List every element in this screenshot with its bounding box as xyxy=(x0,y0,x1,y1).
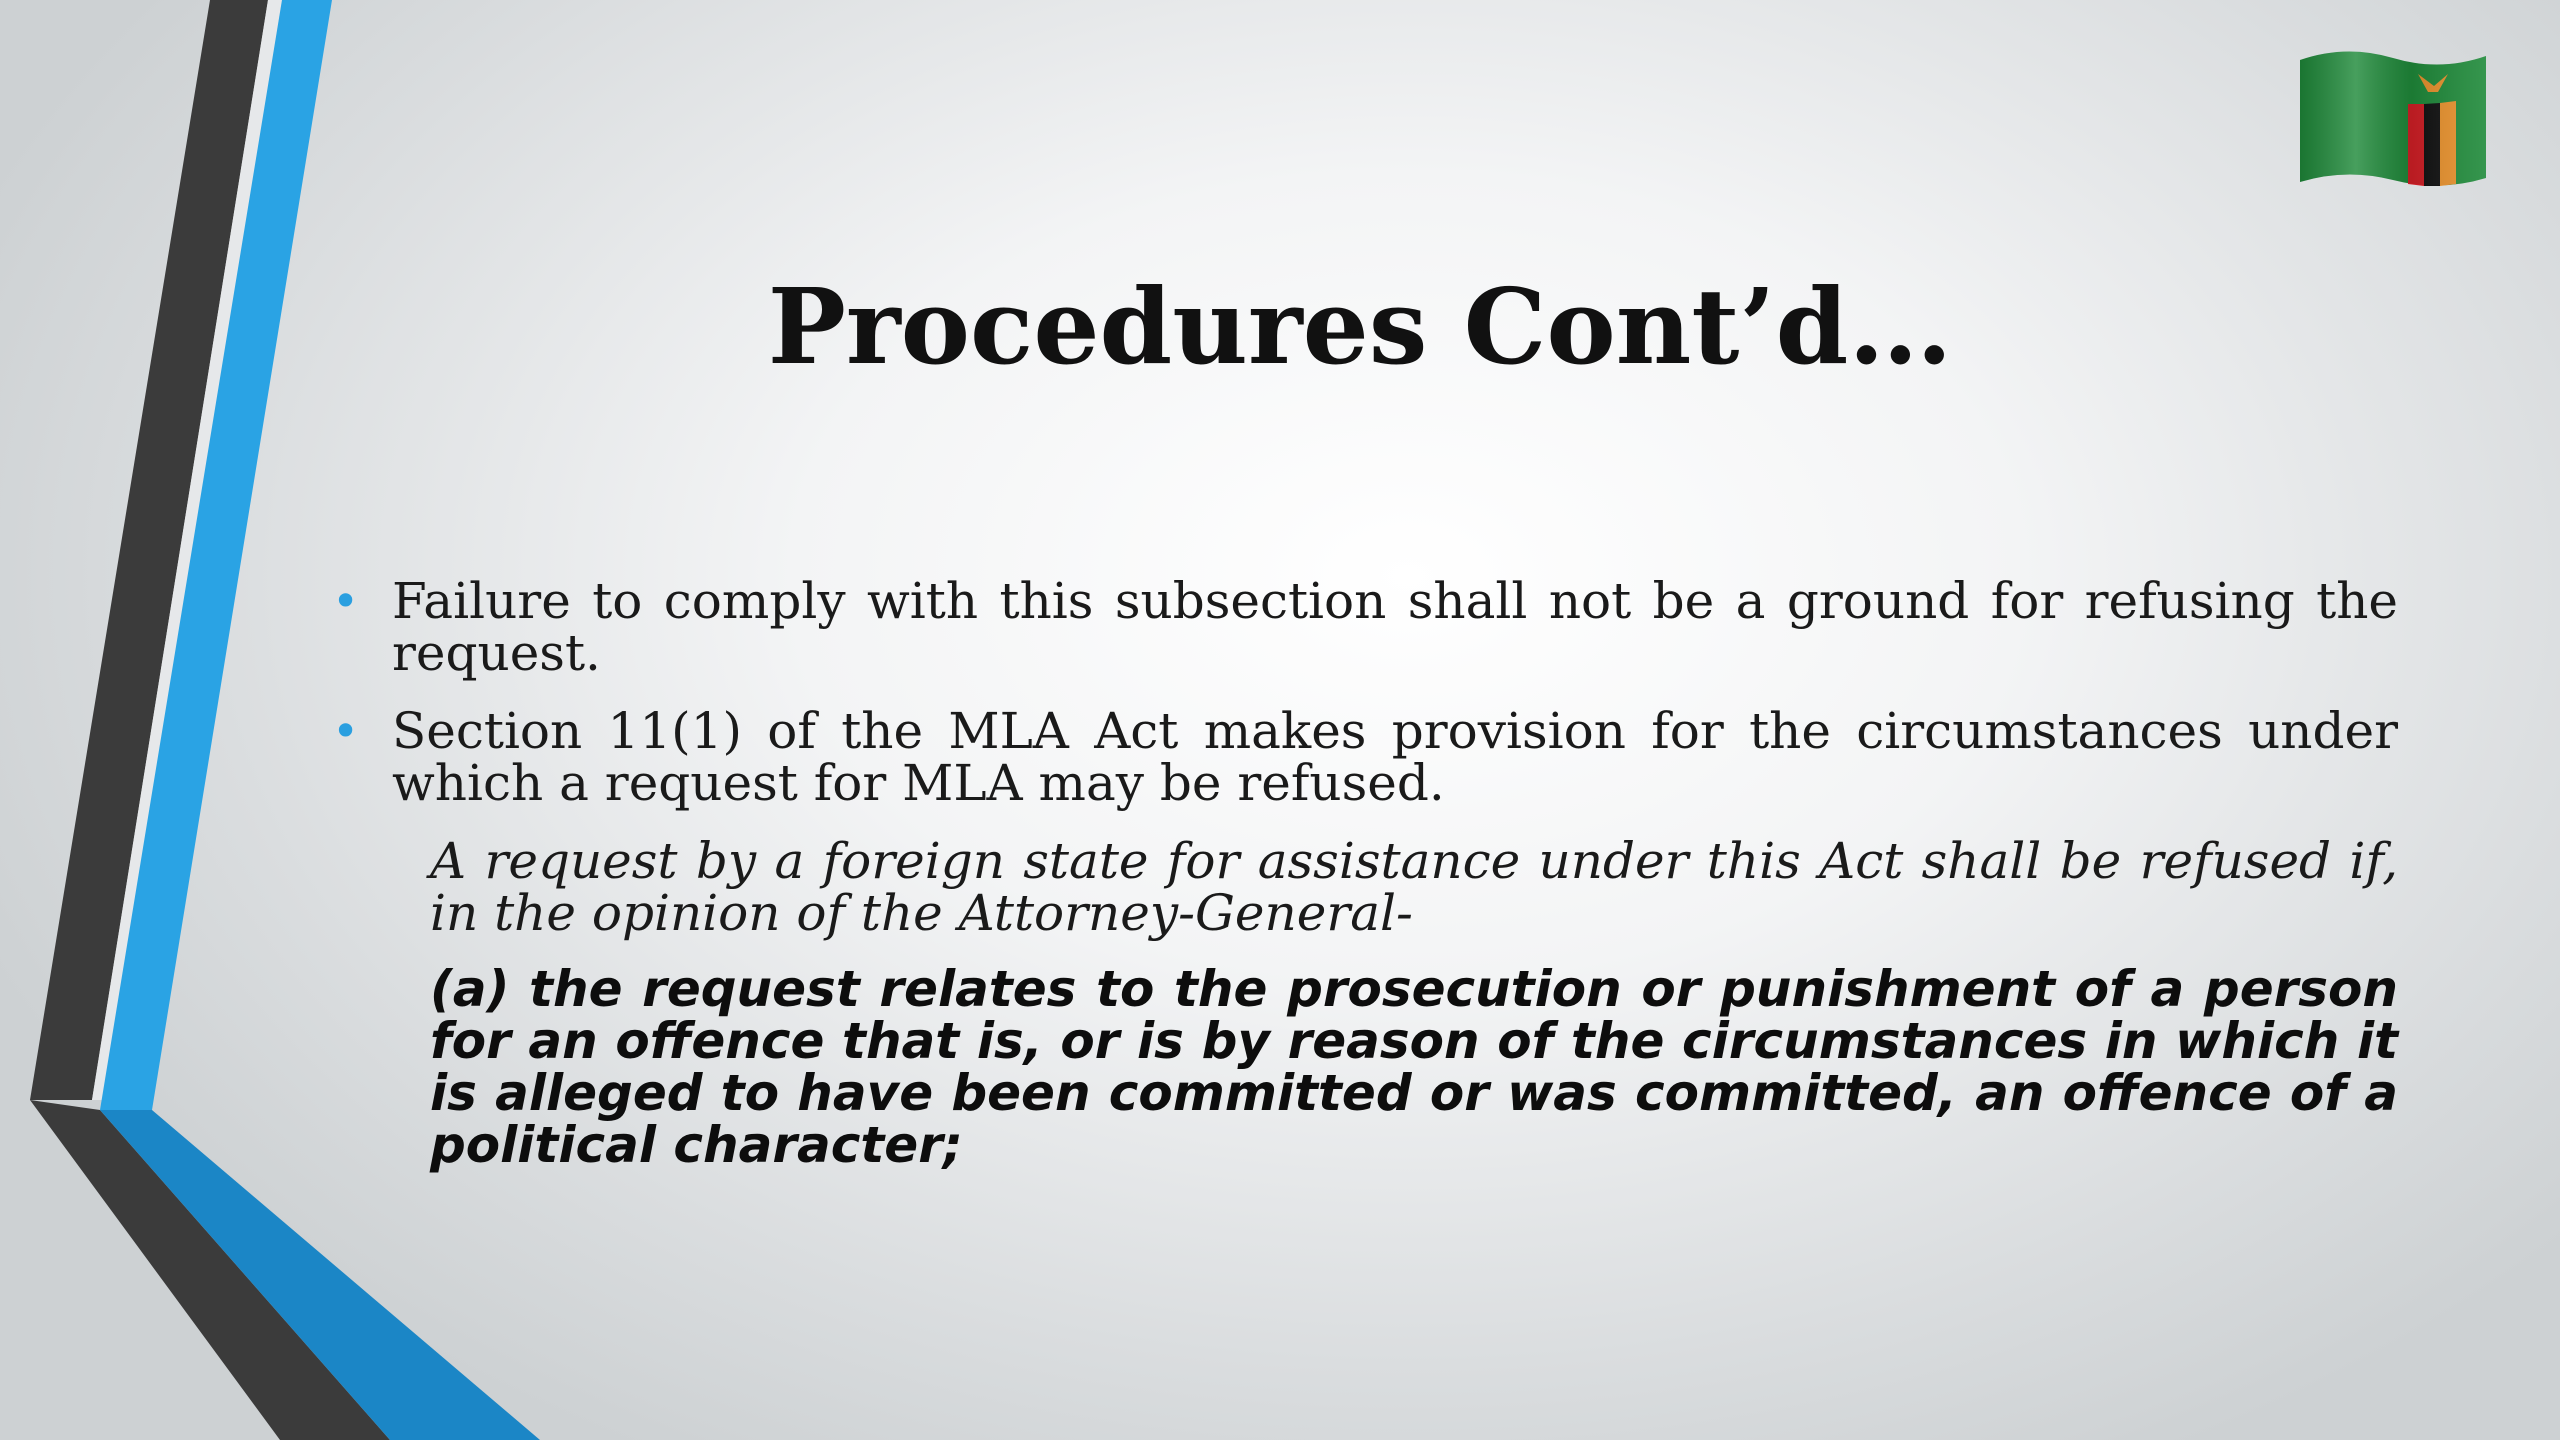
bullet-text: Section 11(1) of the MLA Act makes provision for the circumstances under which a request for MLA may be refused. xyxy=(392,702,2398,812)
bullet-item xyxy=(330,702,2398,812)
zambia-flag-icon xyxy=(2298,46,2488,192)
bullet-icon: • xyxy=(332,574,360,628)
statute-clause-a: (a) the request relates to the prosecution or punishment of a person for an offence that is, or is by reason of the circumstances in which it is alleged to have been committed or was committed, an offence of a political character; xyxy=(430,960,2398,1174)
slide-title: Procedures Cont’d… xyxy=(767,265,1953,388)
slide-body xyxy=(330,572,2398,1174)
statute-quote: A request by a foreign state for assistance under this Act shall be refused if, in the opinion of the Attorney-General- xyxy=(430,832,2398,942)
bullet-icon: • xyxy=(332,704,360,758)
bullet-item xyxy=(330,572,2398,682)
bullet-text: Failure to comply with this subsection shall not be a ground for refusing the request. xyxy=(392,572,2398,682)
